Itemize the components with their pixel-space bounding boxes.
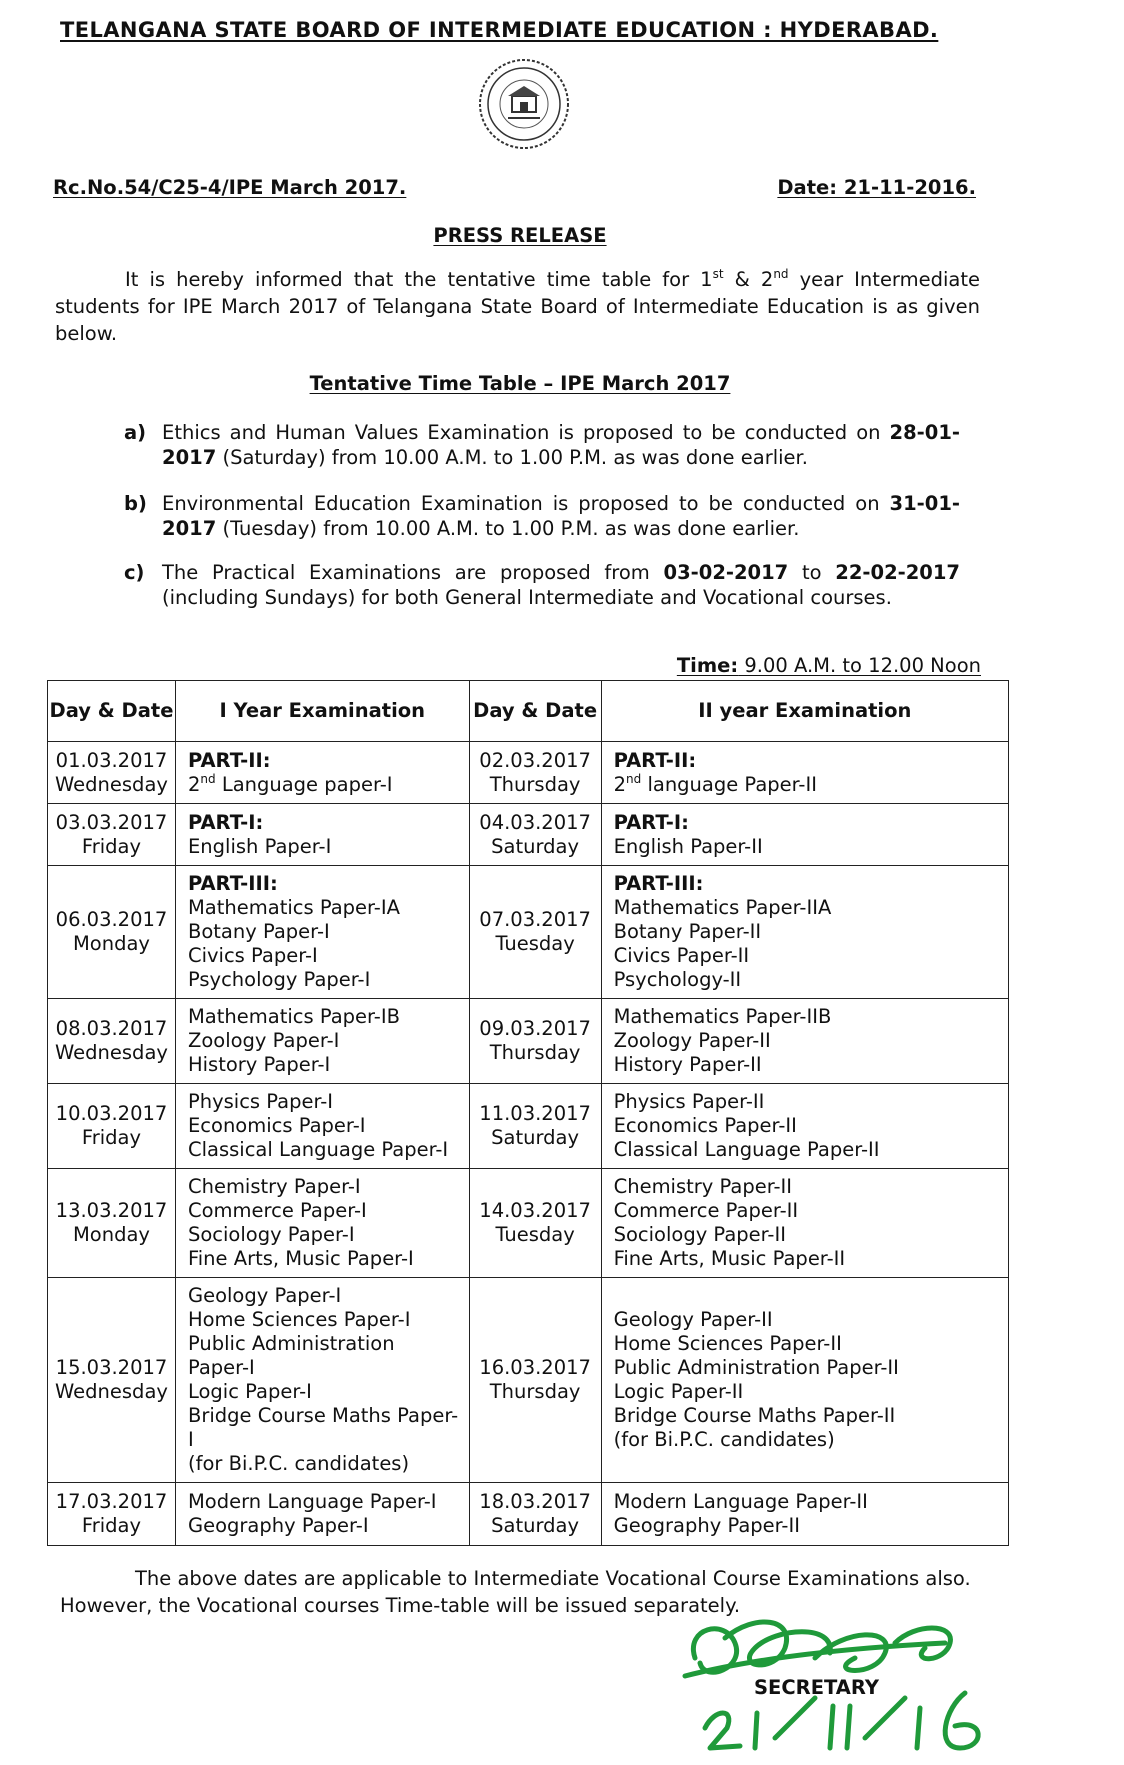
exam-day: Friday	[81, 1514, 142, 1537]
exam-paper-text: Physics Paper-II	[613, 1090, 765, 1113]
exam-paper	[614, 1490, 998, 1514]
exam-paper-text: Sociology Paper-II	[613, 1223, 786, 1246]
time-label: Time:	[676, 654, 739, 677]
exam-cell	[601, 742, 1008, 804]
item-date: 03-02-2017	[663, 561, 789, 584]
exam-date: 09.03.2017	[479, 1017, 591, 1040]
exam-day: Saturday	[491, 834, 580, 858]
exam-paper-text: Logic Paper-II	[613, 1380, 744, 1403]
date-cell	[48, 999, 176, 1084]
exam-paper	[614, 1308, 998, 1332]
exam-paper	[614, 1175, 998, 1199]
secretary-title: SECRETARY	[754, 1676, 879, 1699]
intro-sup-2: nd	[773, 267, 789, 281]
exam-paper-text: Botany Paper-I	[187, 920, 330, 943]
exam-paper-text: Psychology-II	[613, 968, 742, 991]
exam-paper	[188, 1247, 459, 1271]
exam-paper-text: Mathematics Paper-IIB	[613, 1005, 832, 1028]
exam-cell	[175, 742, 469, 804]
exam-date: 07.03.2017	[479, 908, 591, 931]
date-cell	[469, 742, 601, 804]
exam-day: Wednesday	[55, 772, 168, 796]
exam-paper-text: History Paper-II	[613, 1053, 762, 1076]
exam-paper-text: Chemistry Paper-I	[187, 1175, 361, 1198]
item-text: Environmental Education Examination is proposed to be conducted on	[162, 492, 890, 515]
document-date: Date: 21-11-2016.	[777, 176, 976, 199]
exam-paper	[614, 968, 998, 992]
exam-paper-text: Classical Language Paper-II	[613, 1138, 880, 1161]
intro-sup-1: st	[712, 267, 724, 281]
reference-number: Rc.No.54/C25-4/IPE March 2017.	[53, 176, 407, 199]
exam-paper-text: Modern Language Paper-II	[613, 1490, 868, 1513]
part-label: PART-III:	[613, 872, 704, 895]
exam-cell	[601, 1084, 1008, 1169]
exam-paper-sup: nd	[200, 771, 216, 786]
table-row	[48, 999, 1009, 1084]
exam-paper	[614, 773, 998, 797]
table-row	[48, 1169, 1009, 1278]
exam-paper-text: Zoology Paper-II	[613, 1029, 771, 1052]
exam-paper	[188, 1005, 459, 1029]
item-text: (Tuesday) from 10.00 A.M. to 1.00 P.M. as was done earlier.	[216, 517, 800, 540]
exam-paper-text: Civics Paper-I	[187, 944, 318, 967]
table-row	[48, 1084, 1009, 1169]
exam-paper-text: (for Bi.P.C. candidates)	[187, 1452, 410, 1475]
exam-paper	[188, 1308, 459, 1332]
exam-paper-rest: Language paper-I	[215, 772, 393, 796]
exam-cell	[601, 804, 1008, 866]
exam-paper	[188, 1053, 459, 1077]
exam-paper	[188, 1332, 459, 1380]
exam-date: 01.03.2017	[55, 748, 168, 772]
table-row	[48, 866, 1009, 999]
item-a	[124, 420, 960, 470]
part-label: PART-III:	[187, 872, 278, 895]
table-row	[48, 1278, 1009, 1483]
exam-cell	[175, 1483, 469, 1546]
exam-cell	[175, 1084, 469, 1169]
exam-paper-text: Commerce Paper-I	[187, 1199, 367, 1222]
column-header: Day & Date	[469, 681, 601, 742]
exam-paper-text: Mathematics Paper-IB	[187, 1005, 400, 1028]
table-row	[48, 1483, 1009, 1546]
date-cell	[48, 742, 176, 804]
exam-paper-text: Geography Paper-II	[613, 1514, 800, 1537]
timetable-title: Tentative Time Table – IPE March 2017	[309, 372, 731, 395]
exam-paper	[188, 1138, 459, 1162]
exam-paper-text: 2	[187, 772, 201, 796]
exam-day: Saturday	[491, 1514, 580, 1537]
exam-day: Friday	[81, 834, 142, 858]
part-label: PART-II:	[187, 748, 271, 772]
exam-day: Tuesday	[495, 1223, 575, 1246]
exam-timetable	[47, 680, 1009, 1546]
exam-paper-text: Geology Paper-II	[613, 1308, 773, 1331]
exam-paper-text: Chemistry Paper-II	[613, 1175, 793, 1198]
exam-paper	[188, 1114, 459, 1138]
column-header: II year Examination	[601, 681, 1008, 742]
exam-paper	[188, 1514, 459, 1538]
exam-cell	[601, 866, 1008, 999]
exam-paper-text: Fine Arts, Music Paper-II	[613, 1247, 846, 1270]
exam-paper-text: Home Sciences Paper-I	[187, 1308, 411, 1331]
exam-paper-text: Logic Paper-I	[187, 1380, 312, 1403]
exam-paper-text: Economics Paper-II	[613, 1114, 797, 1137]
exam-day: Tuesday	[495, 932, 575, 955]
exam-paper	[614, 1514, 998, 1538]
exam-paper	[614, 1138, 998, 1162]
part-label: PART-II:	[613, 748, 697, 772]
press-release-heading: PRESS RELEASE	[433, 224, 607, 247]
exam-paper	[188, 1380, 459, 1404]
exam-date: 13.03.2017	[55, 1199, 168, 1222]
item-date: 28-01-2017	[162, 421, 960, 469]
exam-paper	[188, 1029, 459, 1053]
date-cell	[469, 1278, 601, 1483]
date-cell	[469, 804, 601, 866]
item-label: a)	[124, 421, 147, 444]
exam-paper	[188, 1404, 459, 1452]
exam-paper	[614, 1090, 998, 1114]
exam-paper	[614, 1380, 998, 1404]
exam-paper-text: Sociology Paper-I	[187, 1223, 355, 1246]
item-label: c)	[124, 561, 145, 584]
exam-date: 03.03.2017	[55, 810, 168, 834]
exam-paper	[614, 835, 998, 859]
item-text: Ethics and Human Values Examination is proposed to be conducted on	[162, 421, 890, 444]
exam-paper	[614, 1114, 998, 1138]
exam-paper-text: Psychology Paper-I	[187, 968, 371, 991]
exam-paper-text: Public Administration Paper-I	[187, 1332, 395, 1379]
exam-paper-text: Civics Paper-II	[613, 944, 750, 967]
exam-date: 06.03.2017	[55, 908, 168, 931]
exam-paper	[614, 1428, 998, 1452]
exam-paper-text: Botany Paper-II	[613, 920, 762, 943]
item-text: (including Sundays) for both General Intermediate and Vocational courses.	[162, 586, 892, 609]
exam-cell	[601, 1278, 1008, 1483]
exam-paper	[614, 1404, 998, 1428]
table-row	[48, 742, 1009, 804]
exam-date: 08.03.2017	[55, 1017, 168, 1040]
exam-paper	[614, 944, 998, 968]
secretary-signature	[665, 1588, 1005, 1758]
exam-paper	[614, 1247, 998, 1271]
exam-paper	[614, 1199, 998, 1223]
exam-paper-sup: nd	[626, 771, 642, 786]
exam-paper	[614, 1356, 998, 1380]
exam-date: 04.03.2017	[479, 810, 591, 834]
exam-paper-text: Zoology Paper-I	[187, 1029, 340, 1052]
exam-time	[677, 654, 981, 677]
exam-paper	[614, 1053, 998, 1077]
exam-paper-text: English Paper-II	[613, 834, 763, 858]
exam-cell	[601, 1483, 1008, 1546]
exam-paper	[614, 1223, 998, 1247]
exam-paper	[188, 968, 459, 992]
date-cell	[48, 804, 176, 866]
exam-paper-text: Modern Language Paper-I	[187, 1490, 437, 1513]
item-text: The Practical Examinations are proposed from	[162, 561, 664, 584]
exam-paper-text: (for Bi.P.C. candidates)	[613, 1428, 835, 1451]
exam-cell	[175, 804, 469, 866]
exam-paper-text: Commerce Paper-II	[613, 1199, 799, 1222]
exam-paper-text: Mathematics Paper-IA	[187, 896, 400, 919]
exam-paper-rest: language Paper-II	[641, 772, 817, 796]
exam-paper	[188, 920, 459, 944]
table-row	[48, 804, 1009, 866]
exam-paper-text: Physics Paper-I	[187, 1090, 334, 1113]
date-cell	[469, 999, 601, 1084]
exam-cell	[601, 999, 1008, 1084]
exam-paper-text: Bridge Course Maths Paper-I	[187, 1404, 459, 1451]
exam-cell	[175, 1278, 469, 1483]
exam-cell	[175, 999, 469, 1084]
exam-paper-text: Fine Arts, Music Paper-I	[187, 1247, 414, 1270]
intro-paragraph	[55, 266, 980, 347]
exam-paper-text: Economics Paper-I	[187, 1114, 366, 1137]
exam-paper	[614, 920, 998, 944]
exam-paper-text: Public Administration Paper-II	[613, 1356, 899, 1379]
item-text: to	[788, 561, 836, 584]
exam-paper-text: Home Sciences Paper-II	[613, 1332, 842, 1355]
board-title: TELANGANA STATE BOARD OF INTERMEDIATE EDUCATION : HYDERABAD.	[60, 18, 939, 42]
exam-paper	[188, 1175, 459, 1199]
exam-paper	[188, 1223, 459, 1247]
exam-day: Friday	[81, 1126, 142, 1149]
exam-date: 11.03.2017	[479, 1102, 591, 1125]
exam-date: 02.03.2017	[479, 748, 591, 772]
exam-cell	[175, 866, 469, 999]
exam-paper	[188, 1284, 459, 1308]
date-cell	[469, 1169, 601, 1278]
exam-paper	[188, 1199, 459, 1223]
exam-paper	[614, 896, 998, 920]
exam-day: Wednesday	[55, 1380, 168, 1403]
item-b	[124, 491, 960, 541]
date-cell	[48, 1084, 176, 1169]
exam-paper-text: History Paper-I	[187, 1053, 331, 1076]
date-cell	[469, 1084, 601, 1169]
date-cell	[48, 1278, 176, 1483]
exam-paper	[188, 1490, 459, 1514]
exam-paper	[614, 1029, 998, 1053]
board-seal-icon	[478, 58, 570, 150]
exam-paper-text: 2	[613, 772, 627, 796]
exam-paper	[188, 944, 459, 968]
exam-date: 16.03.2017	[479, 1356, 591, 1379]
exam-day: Thursday	[489, 1380, 581, 1403]
exam-day: Thursday	[489, 772, 581, 796]
time-value: 9.00 A.M. to 12.00 Noon	[738, 654, 981, 677]
exam-paper	[614, 1005, 998, 1029]
exam-paper	[188, 896, 459, 920]
intro-text-2: & 2	[723, 268, 774, 291]
exam-paper	[188, 1452, 459, 1476]
exam-paper-text: Geology Paper-I	[187, 1284, 342, 1307]
part-label: PART-I:	[613, 810, 689, 834]
exam-paper-text: Mathematics Paper-IIA	[613, 896, 832, 919]
exam-day: Wednesday	[55, 1041, 168, 1064]
exam-day: Thursday	[489, 1041, 581, 1064]
date-cell	[469, 1483, 601, 1546]
exam-paper	[614, 1332, 998, 1356]
date-cell	[469, 866, 601, 999]
part-label: PART-I:	[187, 810, 264, 834]
exam-date: 14.03.2017	[479, 1199, 591, 1222]
exam-paper	[188, 1090, 459, 1114]
exam-cell	[175, 1169, 469, 1278]
intro-text-1: It is hereby informed that the tentative time table for 1	[125, 268, 713, 291]
date-cell	[48, 1483, 176, 1546]
exam-date: 18.03.2017	[479, 1490, 591, 1513]
item-text: (Saturday) from 10.00 A.M. to 1.00 P.M. as was done earlier.	[216, 446, 808, 469]
exam-paper-text: English Paper-I	[187, 834, 332, 858]
exam-day: Monday	[72, 1223, 150, 1246]
item-label: b)	[124, 492, 147, 515]
exam-day: Monday	[72, 932, 150, 955]
exam-paper-text: Classical Language Paper-I	[187, 1138, 449, 1161]
exam-paper	[188, 835, 459, 859]
footer-text: The above dates are applicable to Intermediate Vocational Course Examinations also. However, the Vocational courses Time-table will be issued separately.	[60, 1567, 971, 1617]
date-cell	[48, 1169, 176, 1278]
column-header: I Year Examination	[175, 681, 469, 742]
column-header: Day & Date	[48, 681, 176, 742]
intro-text-3: year Intermediate students for IPE March 2017 of Telangana State Board of Intermediate Education is as given below.	[55, 268, 980, 345]
item-c	[124, 560, 960, 610]
exam-date: 15.03.2017	[55, 1356, 168, 1379]
exam-day: Saturday	[491, 1126, 580, 1149]
exam-paper-text: Bridge Course Maths Paper-II	[613, 1404, 896, 1427]
exam-date: 10.03.2017	[55, 1102, 168, 1125]
exam-date: 17.03.2017	[55, 1490, 168, 1513]
item-date: 31-01-2017	[162, 492, 960, 540]
table-header-row	[48, 681, 1009, 742]
date-cell	[48, 866, 176, 999]
exam-cell	[601, 1169, 1008, 1278]
exam-paper-text: Geography Paper-I	[187, 1514, 369, 1537]
item-date: 22-02-2017	[835, 561, 960, 584]
exam-paper	[188, 773, 459, 797]
